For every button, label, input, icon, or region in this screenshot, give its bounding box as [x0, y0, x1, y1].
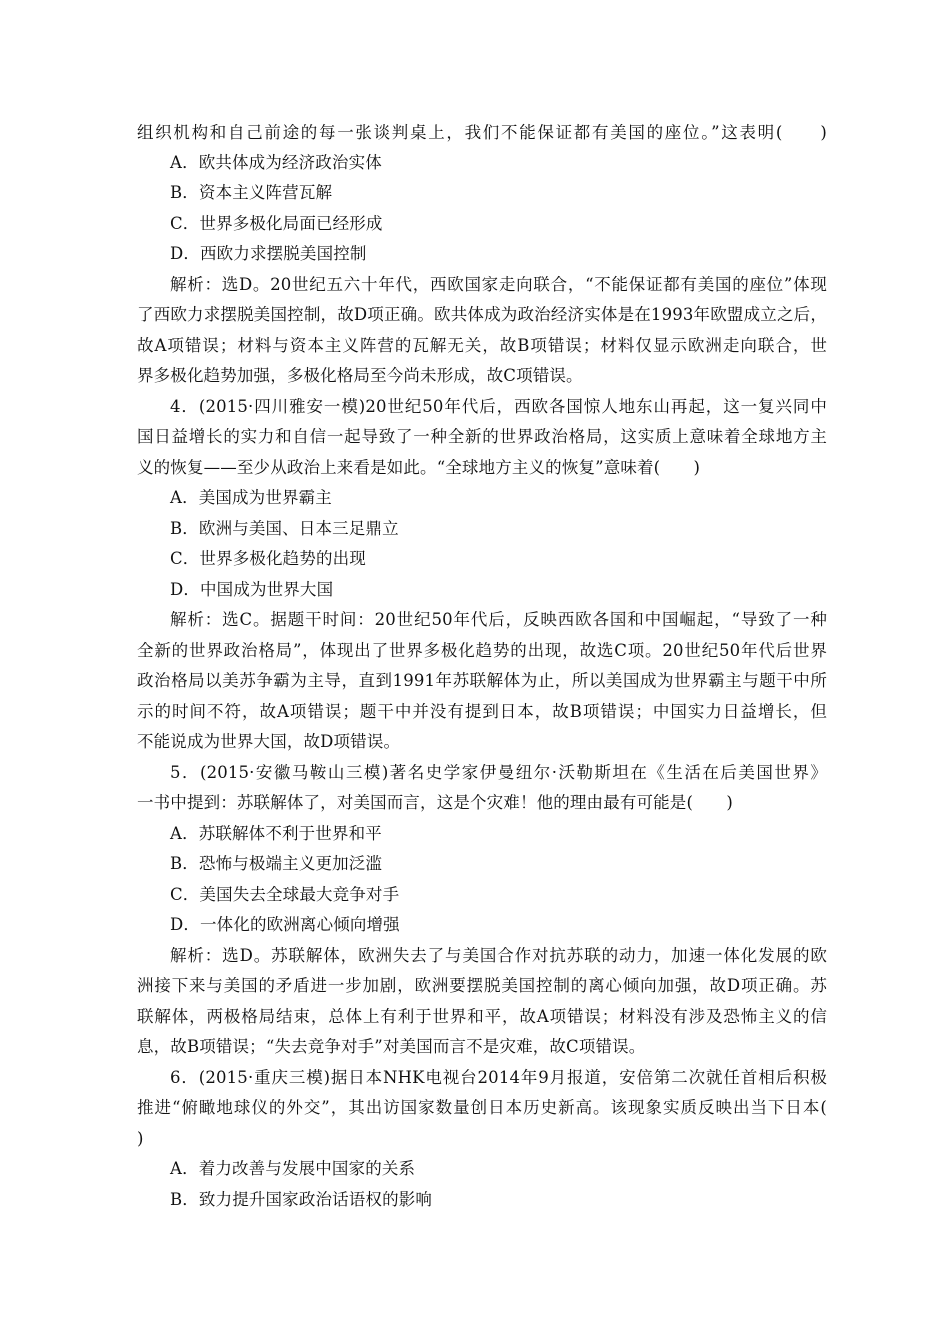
q4-option-c: C．世界多极化趋势的出现 — [170, 549, 366, 568]
q5-option-a: A．苏联解体不利于世界和平 — [170, 824, 382, 843]
q5-option-b: B．恐怖与极端主义更加泛滥 — [170, 854, 383, 873]
q3-option-c: C．世界多极化局面已经形成 — [170, 214, 383, 233]
q3-analysis-line: 了西欧力求摆脱美国控制，故D项正确。欧共体成为政治经济实体是在1993年欧盟成立之后， — [137, 305, 827, 324]
q4-option-b: B．欧洲与美国、日本三足鼎立 — [170, 519, 399, 538]
q4-stem-line: 国日益增长的实力和自信一起导致了一种全新的世界政治格局，这实质上意味着全球地方主 — [137, 427, 827, 446]
q5-analysis-line: 解析：选D。苏联解体，欧洲失去了与美国合作对抗苏联的动力，加速一体化发展的欧 — [170, 946, 827, 965]
q5-stem-line: 5．(2015·安徽马鞍山三模)著名史学家伊曼纽尔·沃勒斯坦在《生活在后美国世界》 — [170, 763, 827, 782]
q5-analysis-line: 联解体，两极格局结束，总体上有利于世界和平，故A项错误；材料没有涉及恐怖主义的信 — [137, 1007, 827, 1026]
q3-stem-tail: 组织机构和自己前途的每一张谈判桌上，我们不能保证都有美国的座位。”这表明( ) — [137, 123, 827, 142]
q3-analysis-line: 界多极化趋势加强，多极化格局至今尚未形成，故C项错误。 — [137, 366, 583, 385]
q4-stem-line: 4．(2015·四川雅安一模)20世纪50年代后，西欧各国惊人地东山再起，这一复兴同中 — [170, 397, 827, 416]
q3-option-b: B．资本主义阵营瓦解 — [170, 183, 333, 202]
q4-stem-line: 义的恢复——至少从政治上来看是如此。“全球地方主义的恢复”意味着( ) — [137, 458, 701, 477]
q5-option-d: D．一体化的欧洲离心倾向增强 — [170, 915, 400, 934]
q5-analysis-line: 洲接下来与美国的矛盾进一步加剧，欧洲要摆脱美国控制的离心倾向加强，故D项正确。苏 — [137, 976, 827, 995]
q6-option-b: B．致力提升国家政治话语权的影响 — [170, 1190, 433, 1209]
q6-stem-line: ) — [137, 1129, 144, 1148]
q6-stem-line: 推进“俯瞰地球仪的外交”，其出访国家数量创日本历史新高。该现象实质反映出当下日本( — [137, 1098, 827, 1117]
q4-analysis-line: 不能说成为世界大国，故D项错误。 — [137, 732, 401, 751]
q3-analysis-line: 解析：选D。20世纪五六十年代，西欧国家走向联合，“不能保证都有美国的座位”体现 — [170, 275, 827, 294]
q6-stem-line: 6．(2015·重庆三模)据日本NHK电视台2014年9月报道，安倍第二次就任首相后积极 — [170, 1068, 827, 1087]
q3-option-d: D．西欧力求摆脱美国控制 — [170, 244, 367, 263]
q3-analysis-line: 故A项错误；材料与资本主义阵营的瓦解无关，故B项错误；材料仅显示欧洲走向联合，世 — [137, 336, 827, 355]
q5-stem-line: 一书中提到：苏联解体了，对美国而言，这是个灾难！他的理由最有可能是( ) — [137, 793, 733, 812]
q4-analysis-line: 示的时间不符，故A项错误；题干中并没有提到日本，故B项错误；中国实力日益增长，但 — [137, 702, 827, 721]
q6-option-a: A．着力改善与发展中国家的关系 — [170, 1159, 416, 1178]
q5-option-c: C．美国失去全球最大竞争对手 — [170, 885, 400, 904]
q4-option-d: D．中国成为世界大国 — [170, 580, 334, 599]
q4-analysis-line: 解析：选C。据题干时间：20世纪50年代后，反映西欧各国和中国崛起，“导致了一种 — [170, 610, 827, 629]
q4-option-a: A．美国成为世界霸主 — [170, 488, 332, 507]
q3-option-a: A．欧共体成为经济政治实体 — [170, 153, 382, 172]
q4-analysis-line: 政治格局以美苏争霸为主导，直到1991年苏联解体为止，所以美国成为世界霸主与题干中所 — [137, 671, 827, 690]
q4-analysis-line: 全新的世界政治格局”，体现出了世界多极化趋势的出现，故选C项。20世纪50年代后世界 — [137, 641, 827, 660]
q5-analysis-line: 息，故B项错误；“失去竞争对手”对美国而言不是灾难，故C项错误。 — [137, 1037, 646, 1056]
